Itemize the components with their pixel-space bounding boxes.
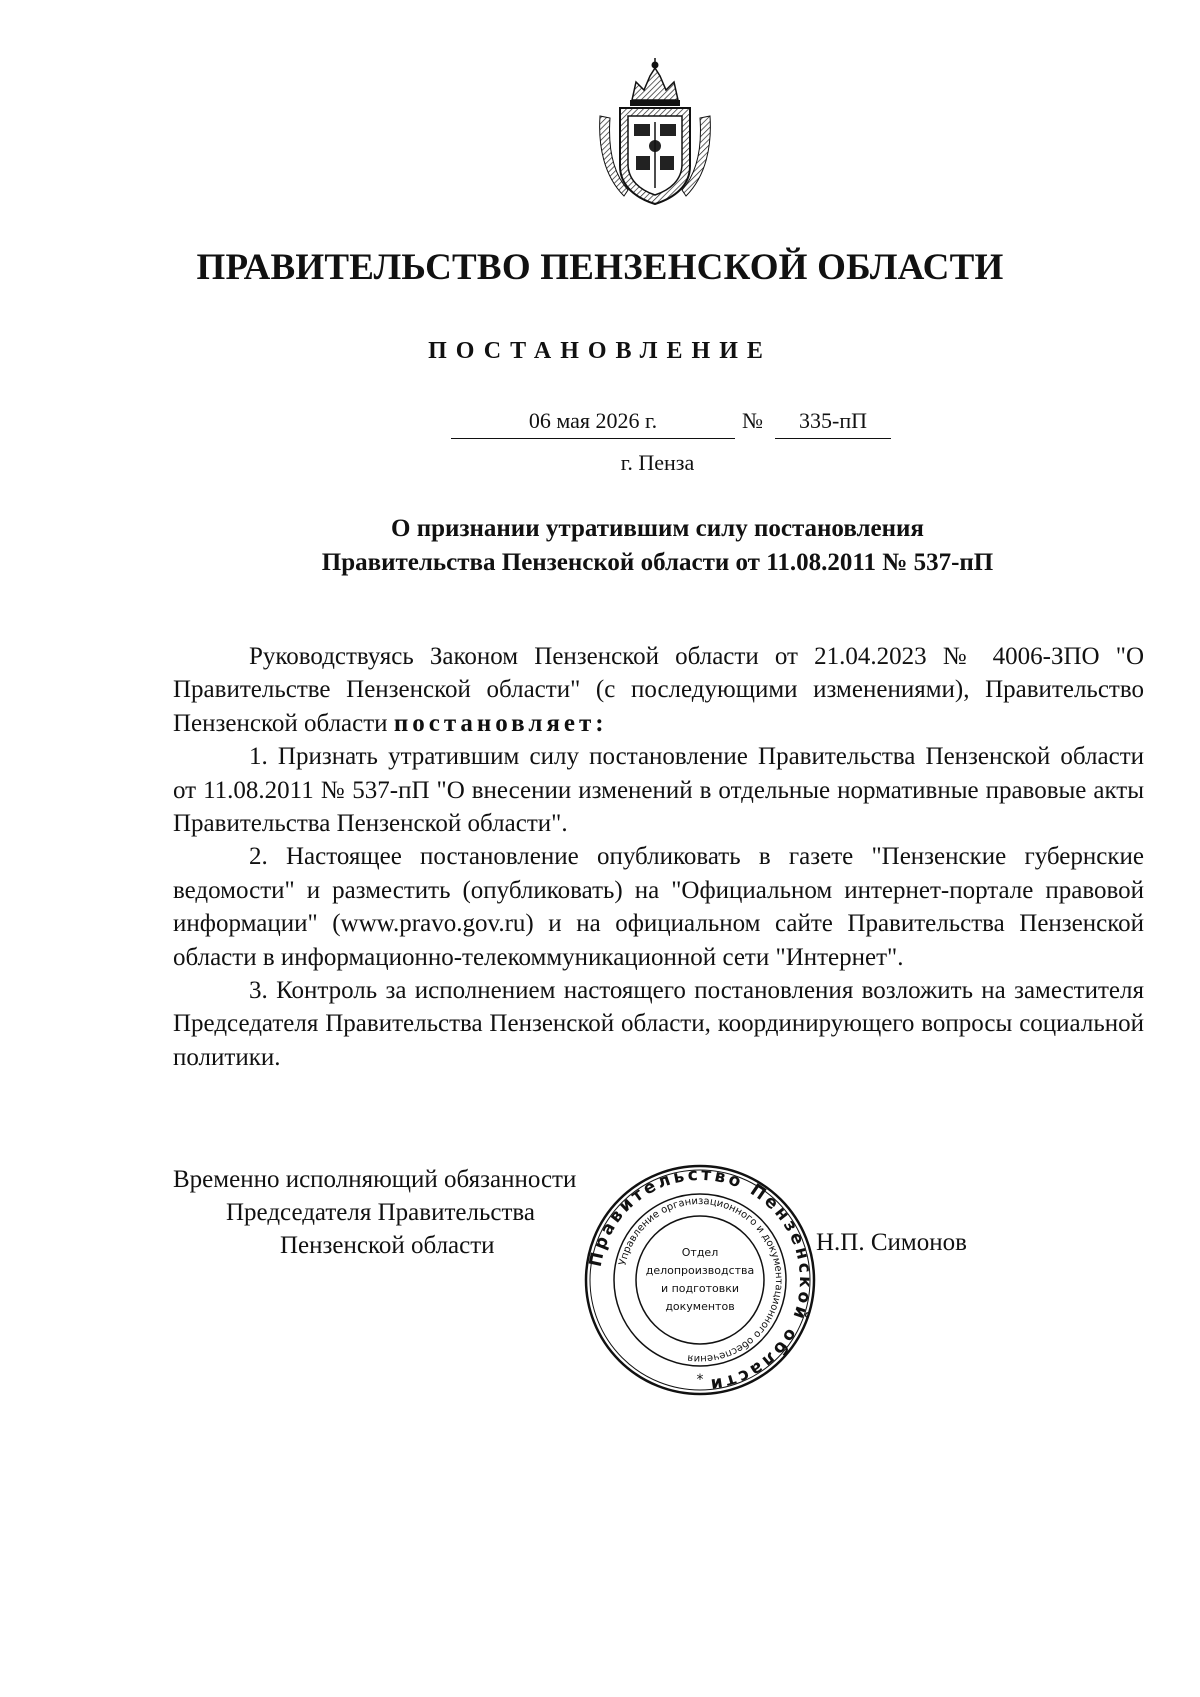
organization-title: ПРАВИТЕЛЬСТВО ПЕНЗЕНСКОЙ ОБЛАСТИ xyxy=(196,247,1004,288)
city: г. Пенза xyxy=(620,450,695,475)
subject-line-1: О признании утратившим силу постановления xyxy=(391,515,924,542)
preamble xyxy=(173,640,1144,740)
item-1: 1. Признать утратившим силу постановление Правительства Пензенской области от 11.08.2011 № 537-пП "О внесении изменений в отдельные нормативные правовые акты Правительства Пензенской области". xyxy=(173,743,1144,838)
item-3: 3. Контроль за исполнением настоящего постановления возложить на заместителя Председателя Правительства Пензенской области, координирующего вопросы социальной политики. xyxy=(173,977,1144,1071)
seal-center-line-3: и подготовки xyxy=(660,1282,740,1295)
subject-line-2: Правительства Пензенской области от 11.08.2011 № 537-пП xyxy=(321,549,994,576)
seal-center-line-1: Отдел xyxy=(681,1246,719,1259)
svg-text:Управление организационного и xyxy=(617,1196,784,1364)
number-sign: № xyxy=(742,408,763,433)
preamble-keyword: постановляет: xyxy=(393,709,608,737)
seal-star-icon: * xyxy=(696,1372,704,1388)
official-round-seal-icon xyxy=(580,1160,820,1400)
seal-center-line-4: документов xyxy=(665,1300,735,1313)
item-2: 2. Настоящее постановление опубликовать в газете "Пензенские губернские ведомости" и разместить (опубликовать) на "Официальном интернет-портале правовой информации" (www.pravo.gov.ru) и на официальном сайте Правительства Пензенской области в информационно-телекоммуникационной сети "Интернет". xyxy=(173,843,1144,971)
seal-inner-ring-text: Управление организационного и документационного обеспечения xyxy=(617,1195,785,1365)
signer-name: Н.П. Симонов xyxy=(816,1229,967,1256)
signer-position-line-3: Пензенской области xyxy=(280,1232,495,1259)
signer-position-line-1: Временно исполняющий обязанности xyxy=(173,1166,577,1193)
document-body xyxy=(173,640,1144,1074)
document-date: 06 мая 2026 г. xyxy=(451,408,735,439)
seal-outer-text: Правительство Пензенской области xyxy=(585,1164,816,1395)
document-subject xyxy=(0,512,1200,580)
document-type: ПОСТАНОВЛЕНИЕ xyxy=(428,338,772,364)
document-number: 335-пП xyxy=(775,408,891,439)
penza-coat-of-arms-icon xyxy=(594,56,716,208)
preamble-text: Руководствуясь Законом Пензенской области от 21.04.2023 № 4006-ЗПО "О Правительстве Пензенской области" (с последующими изменениями), Правительство Пензенской области xyxy=(173,643,1144,737)
seal-center-line-2: делопроизводства xyxy=(645,1264,755,1277)
signer-position-line-2: Председателя Правительства xyxy=(226,1199,535,1226)
